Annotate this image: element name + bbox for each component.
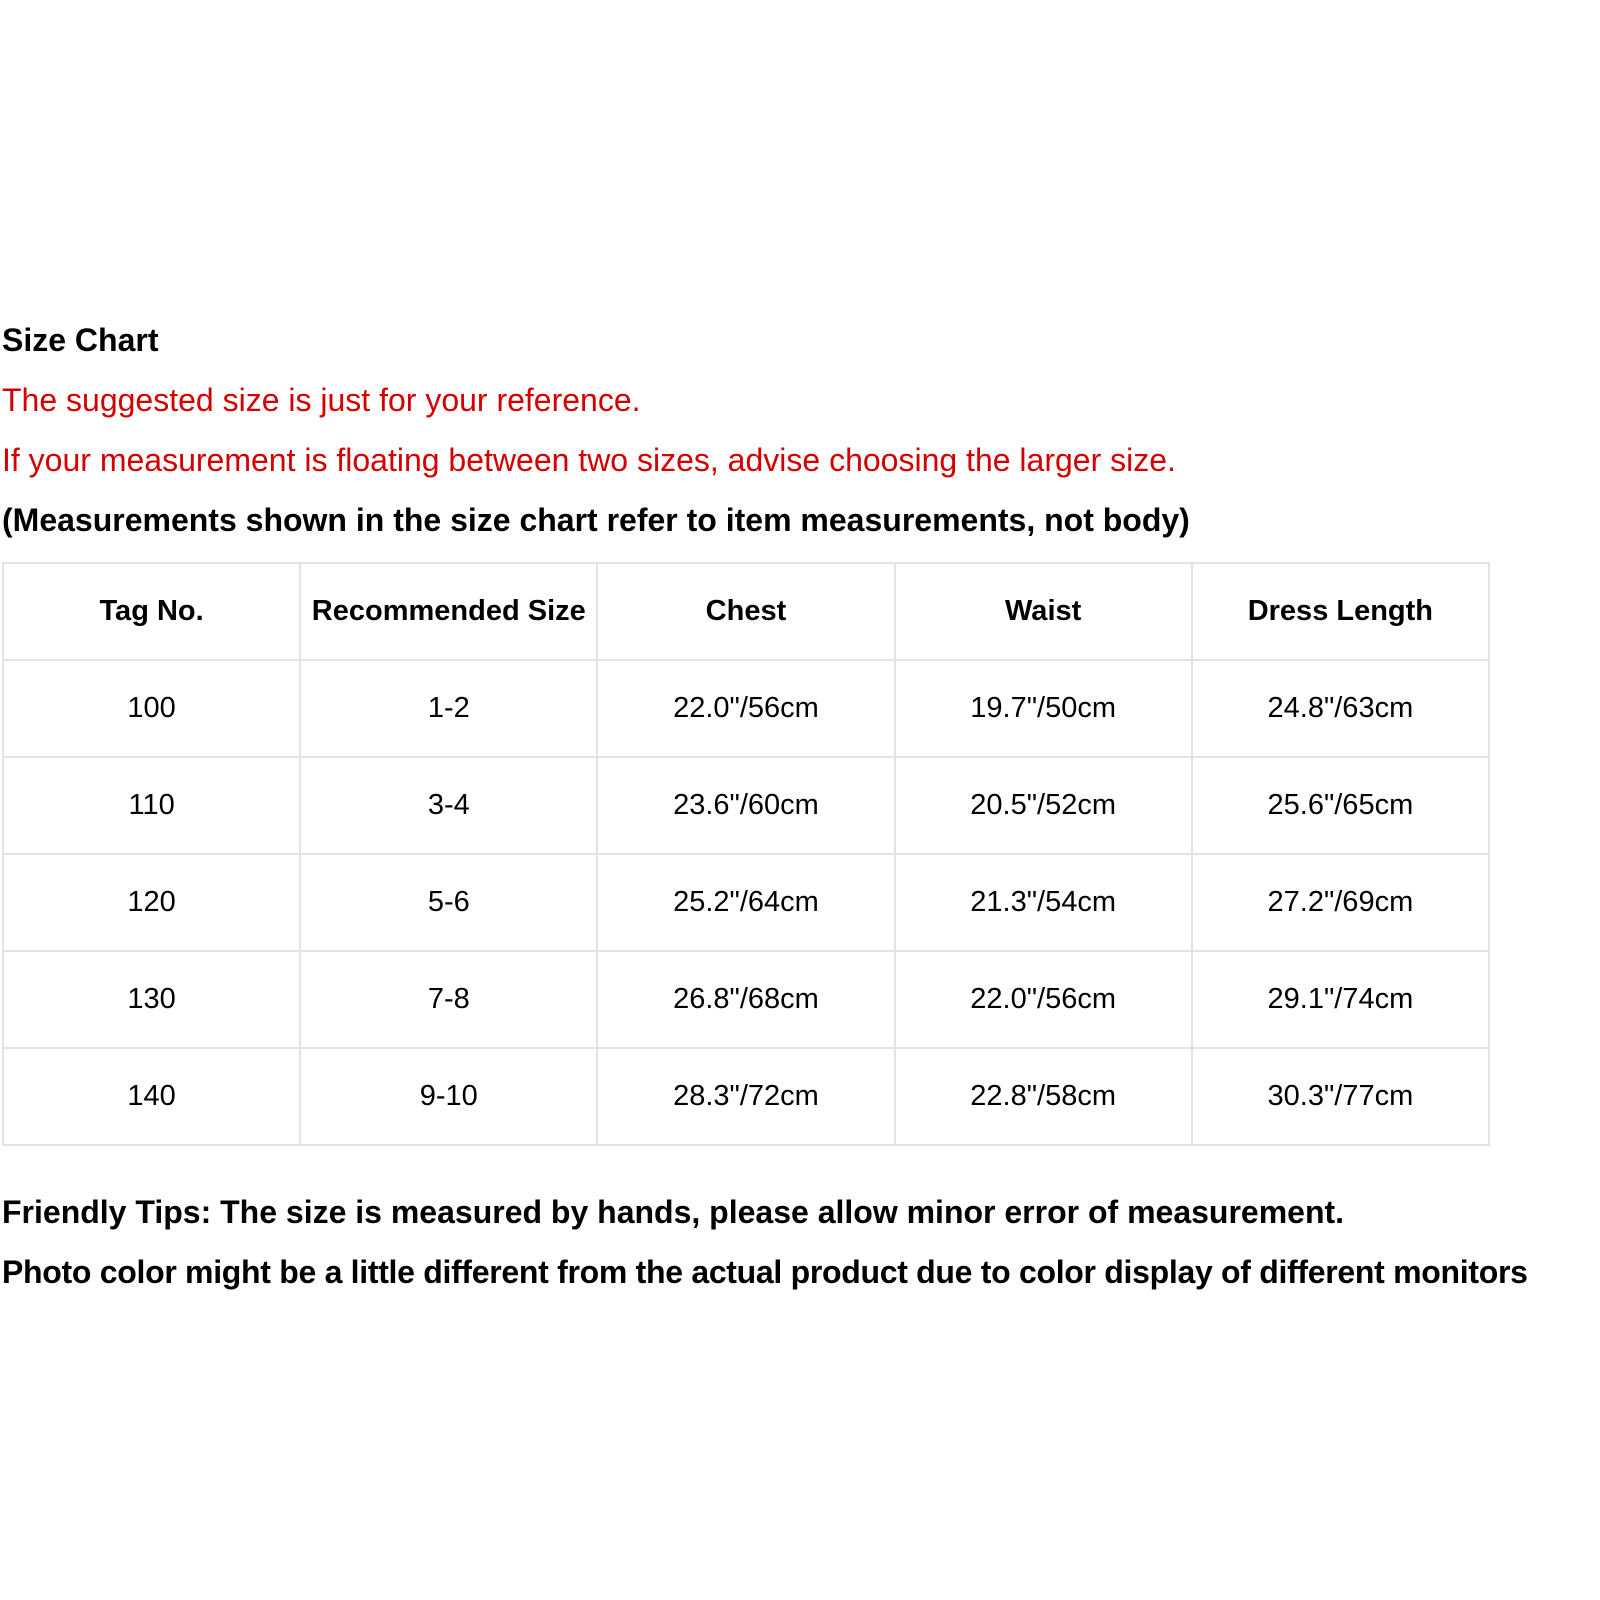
measurement-tip: Friendly Tips: The size is measured by hands, please allow minor error of measurement. xyxy=(2,1194,1345,1230)
cell-recommended-size: 7-8 xyxy=(300,951,597,1048)
cell-dress-length: 27.2"/69cm xyxy=(1192,854,1489,951)
cell-dress-length: 29.1"/74cm xyxy=(1192,951,1489,1048)
cell-recommended-size: 1-2 xyxy=(300,660,597,757)
cell-waist: 19.7"/50cm xyxy=(895,660,1192,757)
cell-chest: 23.6"/60cm xyxy=(597,757,894,854)
table-row xyxy=(3,757,1489,854)
table-row xyxy=(3,854,1489,951)
cell-tag-no: 100 xyxy=(3,660,300,757)
table-header-row xyxy=(3,563,1489,660)
cell-waist: 21.3"/54cm xyxy=(895,854,1192,951)
cell-tag-no: 120 xyxy=(3,854,300,951)
cell-chest: 28.3"/72cm xyxy=(597,1048,894,1145)
cell-tag-no: 130 xyxy=(3,951,300,1048)
cell-chest: 22.0"/56cm xyxy=(597,660,894,757)
color-tip: Photo color might be a little different from the actual product due to color display of different monitors xyxy=(2,1254,1528,1290)
cell-waist: 22.0"/56cm xyxy=(895,951,1192,1048)
cell-dress-length: 24.8"/63cm xyxy=(1192,660,1489,757)
table-row xyxy=(3,660,1489,757)
header-recommended-size: Recommended Size xyxy=(300,563,597,660)
cell-dress-length: 30.3"/77cm xyxy=(1192,1048,1489,1145)
cell-tag-no: 110 xyxy=(3,757,300,854)
page-title: Size Chart xyxy=(2,322,159,358)
cell-recommended-size: 5-6 xyxy=(300,854,597,951)
header-chest: Chest xyxy=(597,563,894,660)
cell-recommended-size: 9-10 xyxy=(300,1048,597,1145)
cell-chest: 26.8"/68cm xyxy=(597,951,894,1048)
cell-recommended-size: 3-4 xyxy=(300,757,597,854)
header-tag-no: Tag No. xyxy=(3,563,300,660)
cell-chest: 25.2"/64cm xyxy=(597,854,894,951)
reference-note: The suggested size is just for your reference. xyxy=(2,382,641,418)
size-table xyxy=(2,562,1490,1146)
header-waist: Waist xyxy=(895,563,1192,660)
table-row xyxy=(3,1048,1489,1145)
cell-dress-length: 25.6"/65cm xyxy=(1192,757,1489,854)
header-dress-length: Dress Length xyxy=(1192,563,1489,660)
cell-waist: 20.5"/52cm xyxy=(895,757,1192,854)
item-measurement-note: (Measurements shown in the size chart refer to item measurements, not body) xyxy=(2,502,1190,538)
cell-tag-no: 140 xyxy=(3,1048,300,1145)
cell-waist: 22.8"/58cm xyxy=(895,1048,1192,1145)
larger-size-note: If your measurement is floating between two sizes, advise choosing the larger size. xyxy=(2,442,1176,478)
table-row xyxy=(3,951,1489,1048)
